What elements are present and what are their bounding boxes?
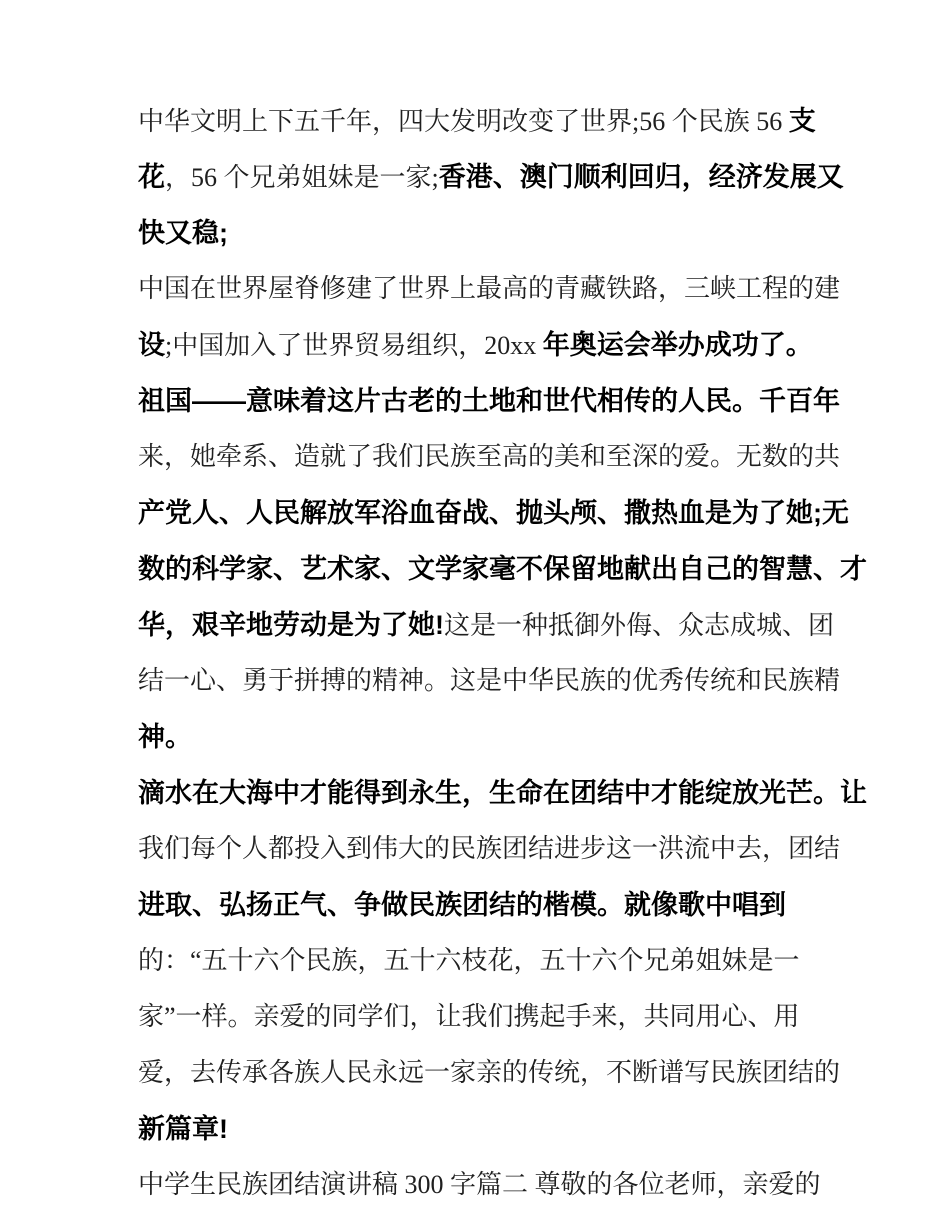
text-run: 中学生民族团结演讲稿 300 字篇二 尊敬的各位老师，亲爱的 — [138, 1170, 821, 1199]
text-line — [138, 821, 858, 877]
text-run: 新篇章! — [138, 1114, 228, 1144]
text-line — [138, 933, 858, 989]
text-line — [138, 541, 867, 597]
text-run: 年奥运会举办成功了。 — [542, 330, 813, 360]
text-run: 我们每个人都投入到伟大的民族团结进步这一洪流中去，团结 — [138, 834, 841, 863]
text-run: 产党人、人民解放军浴血奋战、抛头颅、撒热血是为了她;无 — [138, 498, 849, 528]
text-run: 家”一样。亲爱的同学们，让我们携起手来，共同用心、用 — [138, 1002, 800, 1031]
text-run: 这是一种抵御外侮、众志成城、团 — [444, 611, 835, 640]
text-line — [138, 205, 858, 261]
text-block — [138, 93, 867, 1213]
text-run: 来，她牵系、造就了我们民族至高的美和至深的爱。无数的共 — [138, 442, 841, 471]
text-line — [138, 429, 858, 485]
text-line — [138, 653, 858, 709]
text-line — [138, 989, 858, 1045]
text-line — [138, 373, 858, 429]
text-line — [138, 765, 867, 821]
text-run: 花 — [138, 162, 165, 192]
text-line — [138, 877, 858, 933]
text-run: 支 — [788, 106, 816, 136]
text-line — [138, 149, 858, 205]
text-run: 祖国——意味着这片古老的土地和世代相传的人民。千百年 — [138, 386, 840, 416]
text-line — [138, 317, 858, 373]
text-run: 香港、澳门顺利回归，经济发展又 — [438, 162, 844, 192]
text-line — [138, 261, 858, 317]
text-run: 设 — [138, 330, 165, 360]
text-run: 爱，去传承各族人民永远一家亲的传统，不断谱写民族团结的 — [138, 1058, 841, 1087]
text-line — [138, 1157, 858, 1213]
text-line — [138, 1045, 858, 1101]
text-line — [138, 709, 858, 765]
text-run: 的：“五十六个民族，五十六枝花，五十六个兄弟姐妹是一 — [138, 946, 800, 975]
text-run: ，56 个兄弟姐妹是一家; — [165, 163, 439, 192]
text-line — [138, 1101, 858, 1157]
text-run: 华，艰辛地劳动是为了她! — [138, 610, 444, 640]
text-run: 滴水在大海中才能得到永生，生命在团结中才能绽放光芒。让 — [138, 778, 867, 808]
text-run: 中国在世界屋脊修建了世界上最高的青藏铁路，三峡工程的建 — [138, 274, 841, 303]
text-run: ;中国加入了世界贸易组织，20xx — [165, 331, 543, 360]
text-run: 结一心、勇于拼搏的精神。这是中华民族的优秀传统和民族精 — [138, 666, 841, 695]
text-run: 快又稳; — [138, 218, 228, 248]
text-run: 数的科学家、艺术家、文学家毫不保留地献出自己的智慧、才 — [138, 554, 867, 584]
text-run: 神。 — [138, 722, 192, 752]
text-run: 进取、弘扬正气、争做民族团结的楷模。就像歌中唱到 — [138, 890, 786, 920]
text-run: 中华文明上下五千年，四大发明改变了世界;56 个民族 56 — [138, 107, 789, 136]
text-line — [138, 93, 858, 149]
text-line — [138, 597, 858, 653]
text-line — [138, 485, 858, 541]
